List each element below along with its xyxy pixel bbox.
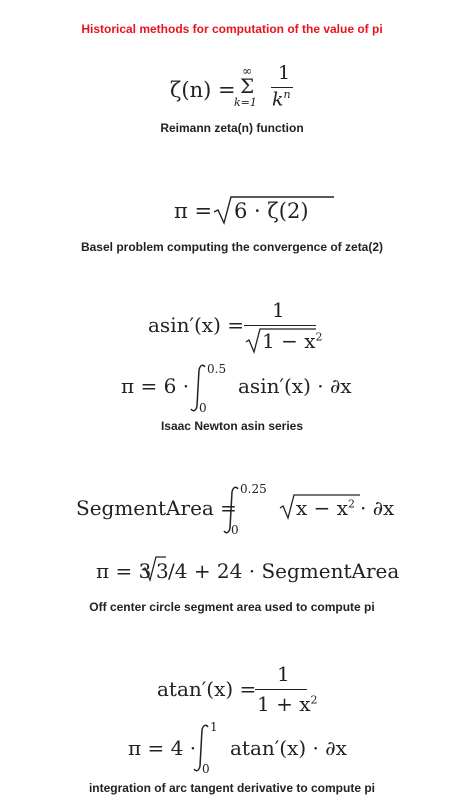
- zeta-denominator: $k^n$: [272, 88, 291, 111]
- atan-numerator: 1: [277, 662, 290, 686]
- basel-radicand: 6 · ζ(2): [234, 199, 309, 223]
- asin-lhs: asin′(x) =: [148, 313, 245, 337]
- pi-segment-radicand: 3: [156, 559, 169, 583]
- segment-tail: · ∂x: [360, 496, 395, 520]
- sum-symbol: Σ: [240, 74, 255, 98]
- page-title: Historical methods for computation of the value of pi: [81, 22, 383, 36]
- integral-lower: 0: [231, 523, 239, 537]
- segment-area-lhs: SegmentArea =: [76, 496, 237, 520]
- atan-integrand: atan′(x) · ∂x: [230, 736, 347, 760]
- asin-fraction-bar: [244, 325, 316, 326]
- pi-atan-integral-formula: [128, 722, 358, 778]
- atan-denominator: $1 + x^2$: [257, 692, 318, 716]
- integral-lower: 0: [202, 762, 210, 776]
- pi-segment-formula: [96, 556, 400, 586]
- pi-segment-tail: /4 + 24 · SegmentArea: [168, 559, 400, 583]
- asin-integrand: asin′(x) · ∂x: [238, 374, 352, 398]
- sum-upper: ∞: [242, 64, 252, 78]
- atan-derivative-formula: [157, 662, 327, 716]
- integral-lower: 0: [199, 401, 207, 415]
- caption-basel: Basel problem computing the convergence of zeta(2): [80, 240, 384, 254]
- segment-area-formula: [76, 484, 396, 540]
- asin-derivative-formula: [148, 298, 328, 358]
- caption-asin: Isaac Newton asin series: [160, 419, 304, 433]
- pi-atan-lhs: π = 4 ·: [128, 736, 197, 760]
- caption-zeta: Reimann zeta(n) function: [160, 121, 304, 135]
- integral-upper: 0.5: [207, 362, 227, 376]
- integral-upper: 0.25: [240, 482, 267, 496]
- basel-formula: [174, 196, 309, 226]
- atan-lhs: atan′(x) =: [157, 677, 257, 701]
- pi-asin-integral-formula: [121, 362, 351, 422]
- caption-atan: integration of arc tangent derivative to compute pi: [88, 781, 376, 795]
- caption-segment: Off center circle segment area used to compute pi: [89, 600, 375, 614]
- asin-numerator: 1: [272, 298, 285, 322]
- integral-upper: 1: [210, 720, 218, 734]
- zeta-numerator: 1: [278, 62, 291, 84]
- zeta-lhs: ζ(n) =: [170, 78, 236, 102]
- atan-fraction-bar: [255, 689, 307, 690]
- segment-radicand: $x - x^2$: [296, 496, 356, 520]
- asin-radicand: $1 - x^2$: [262, 329, 323, 353]
- basel-lhs: π =: [174, 199, 213, 223]
- pi-segment-lhs: π = 3: [96, 559, 152, 583]
- pi-asin-lhs: π = 6 ·: [121, 374, 190, 398]
- sum-lower: k=1: [234, 96, 257, 109]
